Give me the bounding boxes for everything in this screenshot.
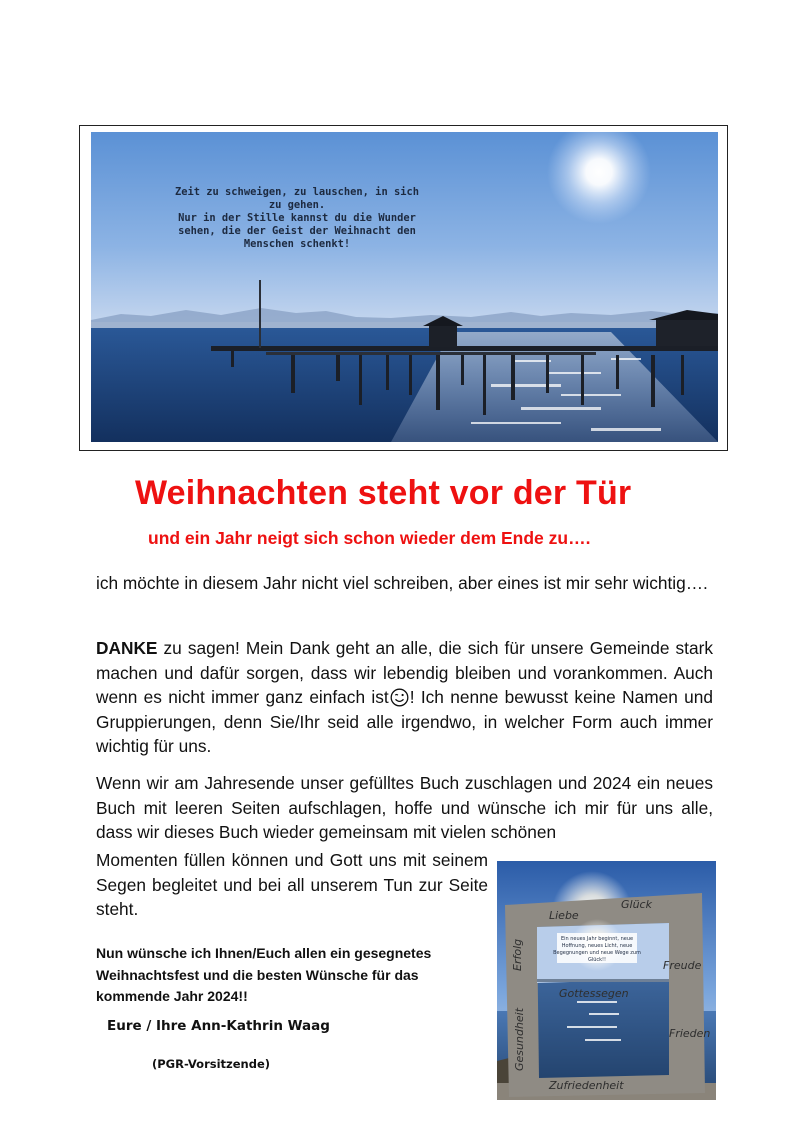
word-freude: Freude bbox=[663, 959, 702, 972]
door-photo bbox=[497, 861, 716, 1100]
word-frieden: Frieden bbox=[669, 1027, 711, 1040]
quote-line: zu gehen. bbox=[268, 199, 326, 211]
word-zufriedenheit: Zufriedenheit bbox=[549, 1079, 624, 1092]
danke-emphasis: DANKE bbox=[96, 638, 158, 658]
signature-role: (PGR-Vorsitzende) bbox=[152, 1057, 271, 1071]
sign-line: Ein neues Jahr beginnt, neue bbox=[560, 936, 634, 942]
sign-line: Begegnungen und neue Wege zum bbox=[553, 950, 641, 956]
greeting: Nun wünsche ich Ihnen/Euch allen ein gesegnetes Weihnachtsfest und die besten Wünsche für das kommende Jahr 2024!! bbox=[96, 945, 432, 1004]
paragraph-thanks-text-b: ! Ich nenne bewusst keine Namen und Gruppierungen, denn Sie/Ihr seid alle irgendwo, in welcher Form auch immer wichtig für uns. bbox=[96, 687, 714, 756]
page-subtitle: und ein Jahr neigt sich schon wieder dem Ende zu…. bbox=[148, 528, 591, 548]
quote-line: Zeit zu schweigen, zu lauschen, in sich bbox=[175, 186, 419, 198]
sign-line: Glück!! bbox=[587, 957, 607, 963]
word-gesundheit: Gesundheit bbox=[513, 1007, 526, 1071]
winking-smiley-icon bbox=[390, 688, 409, 707]
sign-line: Hoffnung, neues Licht, neue bbox=[561, 943, 633, 949]
quote-line: Nur in der Stille kannst du die Wunder bbox=[178, 212, 416, 224]
word-glueck: Glück bbox=[621, 898, 652, 911]
quote-line: Menschen schenkt! bbox=[243, 238, 351, 250]
paragraph-wishes: Wenn wir am Jahresende unser gefülltes Buch zuschlagen und 2024 ein neues Buch mit leeren Seiten aufschlagen, hoffe und wünsche ich mir für uns alle, dass wir dieses Buch wieder gemeinsam mit vielen schönen bbox=[96, 773, 713, 842]
word-liebe: Liebe bbox=[549, 909, 579, 922]
signature: Eure / Ihre Ann-Kathrin Waag bbox=[107, 1018, 330, 1034]
page-title: Weihnachten steht vor der Tür bbox=[135, 474, 632, 512]
top-photo-frame bbox=[79, 125, 728, 451]
paragraph-thanks bbox=[96, 636, 713, 759]
paragraph-intro: ich möchte in diesem Jahr nicht viel schreiben, aber eines ist mir sehr wichtig…. bbox=[96, 573, 708, 593]
pier bbox=[211, 346, 718, 351]
lake-photo bbox=[91, 132, 718, 442]
quote-line: sehen, die der Geist der Weihnacht den bbox=[178, 225, 416, 237]
paragraph-wishes-continued: Momenten füllen können und Gott uns mit seinem Segen begleitet und bei all unserem Tun zur Seite steht. bbox=[96, 850, 488, 919]
word-gottessegen: Gottessegen bbox=[559, 987, 629, 1000]
paragraph-thanks-text-a: zu sagen! Mein Dank geht an alle, die sich für unsere Gemeinde stark machen und dafür sorgen, dass wir lebendig bleiben und vorankommen. Auch wenn es nicht immer ganz einfach ist bbox=[96, 638, 713, 707]
word-erfolg: Erfolg bbox=[511, 938, 524, 971]
